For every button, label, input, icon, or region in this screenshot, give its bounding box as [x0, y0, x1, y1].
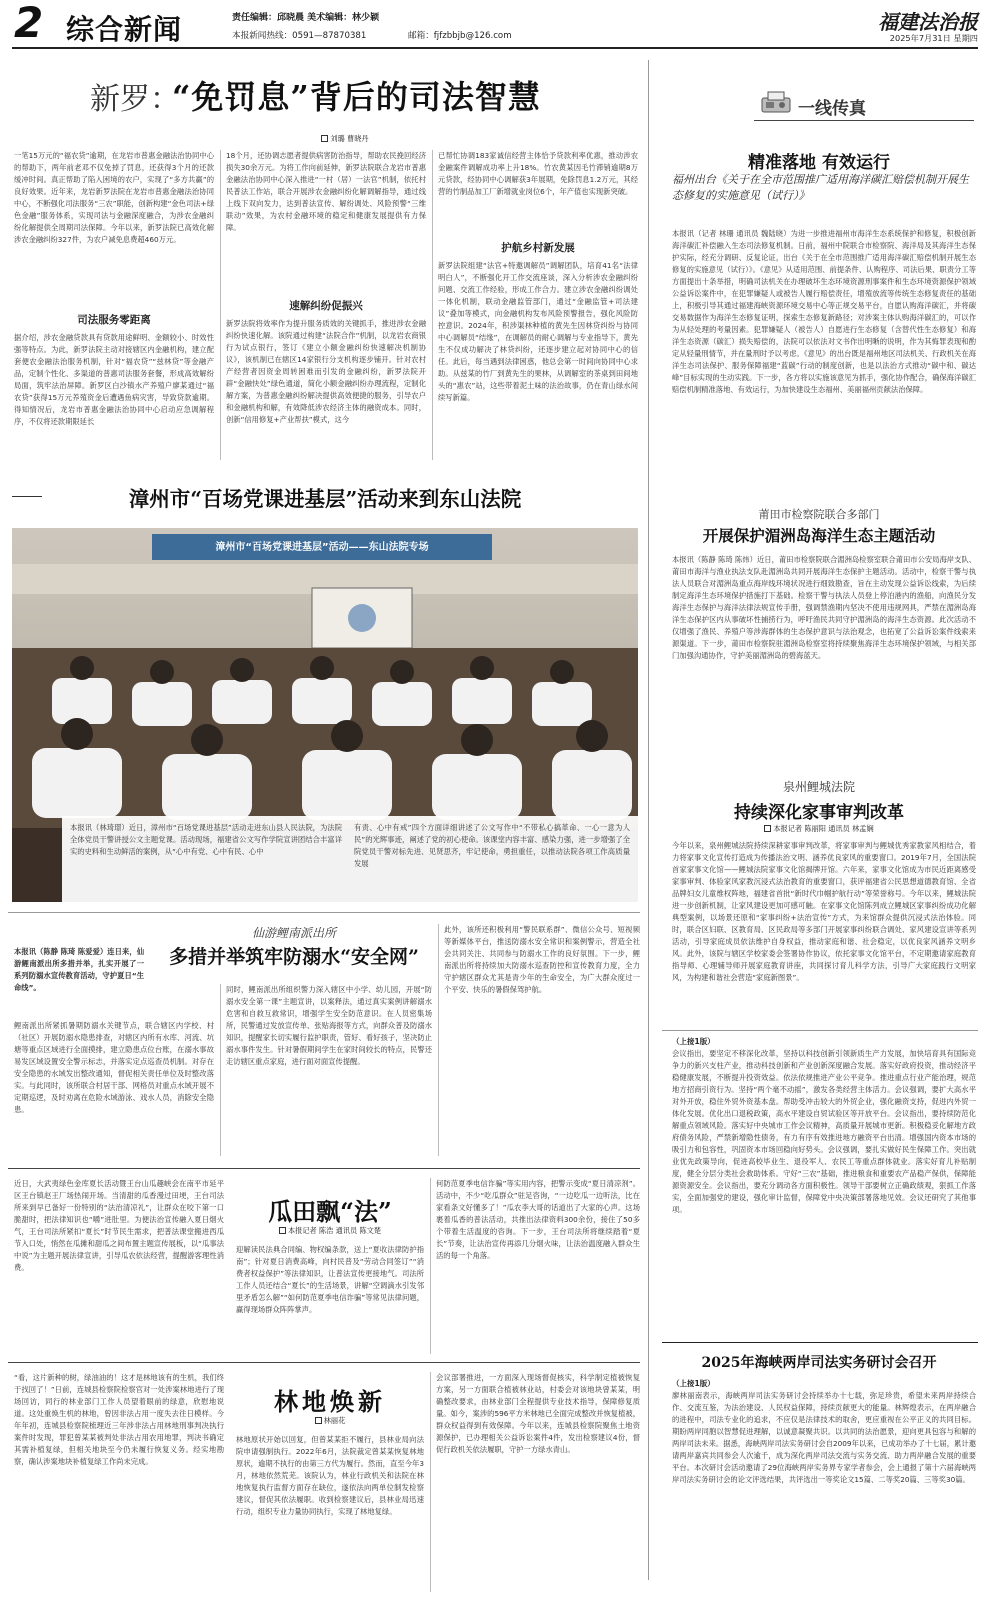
col2-part1: 18个月，还协调志愿者提供病害防治指导，帮助农民挽回经济损失30余万元。为将工作向前延伸，新罗法院联合龙岩市普惠金融法治协同中心深入推进“一村（居）一法官”机制，依托村民普法工作站，联合开展涉农金融纠纷化解调解指导，通过线上线下双向发力，达到普法宣传、解纷调处、风险预警“三维联动”效果，为农村金融环境的稳定和健康发展提供有力保障。 — [226, 151, 426, 232]
col1-part2: 据介绍，涉农金融贷款具有贷款用途鲜明、金额较小、时效性强等特点。为此，新罗法院主动对接辖区内金融机构，建立配套便农金融法治服务机制，针对“福农贷”“兹林贷”等金融产品，定制个性化、多渠道的普惠司法服务套餐，形成高效解纷局面，筑牢法治屏障。新罗区白沙镇水产养殖户廖某通过“福农贷”获得15万元养殖资金后遭遇鱼病灾害，导致贷款逾期。得知情况后，龙岩市普惠金融法治协同中心启动应急调解程序，不仅将还款期限延长 — [14, 333, 214, 426]
article-headline: 开展保护湄洲岛海洋生态主题活动 — [702, 526, 936, 545]
article-byline: 本报记者 陈丽阳 通讯员 林孟娴 — [654, 824, 984, 834]
photo-story-headline: 漳州市“百场党课进基层”活动来到东山法院 — [128, 487, 522, 511]
forest-headline: 林地焕新 — [274, 1387, 386, 1416]
headline-place: 新罗： — [90, 82, 180, 117]
hotline: 本报新闻热线：0591—87870381 — [232, 31, 367, 41]
article-body: 本报讯（记者 林珊 通讯员 魏陆晓）为进一步推进福州市海洋生态系统保护和修复，积极创新海洋碳汇补偿融入生态司法修复机制。日前，福州中院联合市检察院、海洋局及其海洋生态保护实际，经充分调研、反复论证，出台《关于在全市范围推广适用海洋碳汇赔偿机制开展生态修复的实施意见（试行）》。《意见》从适用范围、前提条件、认购程序、司法后果、职责分工等方面提出十条举措，明确司法机关在办理破坏生态环境资源刑事案件和生态环境资源保护领域公益诉讼案件中，在犯罪嫌疑人或被告人履行赔偿责任，增殖放流等传统生态修复责任的基础上，积极引导其通过福建海峡资源环境交易中心等正规交易平台，自愿认购海洋碳汇，并将碳交易数据作为海洋生态修复证明，探索生态修复新路径；对涉案主体认购海洋碳汇的，可以作为从轻处理的考量因素。犯罪嫌疑人（被告人）自愿进行生态修复（含替代性生态修复）和海洋生态资源（碳汇）损失赔偿的，法院可以依法对文书作出明晰的说明，作为其悔罪表现和酌定从轻量刑情节，并在量刑时予以考虑。《意见》的出台既是福州地区司法机关、行政机关在海洋生态司法保护、服务保障福建“蓝碳”行动的制度创新，也是以法治方式推动“碳中和、碳达峰”目标实现的生动实践。下一步，各方将以实施该意见为抓手，强化协作配合，确保海洋碳汇赔偿机制精准落地、有效运行，为加快建设生态福州、美丽福州贡献法治保障。 — [672, 229, 976, 394]
drown-col3: 此外，该所还积极利用“警民联系群”、微信公众号、短视频等新媒体平台，推送防溺水安全常识和案例警示，营造全社会共同关注、共同参与防溺水工作的良好氛围。下一步，鲤南派出所将持续加大防溺水巡查防控和宣传教育力度，全力守护辖区群众尤其是青少年的生命安全，为广大群众度过一个平安、快乐的暑假保驾护航。 — [444, 925, 640, 994]
strait-rule — [662, 1342, 978, 1343]
article-body: 本报讯（陈静 陈琦 陈炜）近日，莆田市检察院联合湄洲岛检察室联合莆田市公安局海岸支队、莆田市海洋与渔业执法支队赴湄洲岛共同开展海洋生态保护主题活动。活动中，检察干警与执法人员联合对湄洲岛重点海岸线环境状况进行细致勘查，旨在主动发现公益诉讼线索，为后续制定海洋生态环境保护措施打下基础。检察干警与执法人员登上停泊港内的渔船，向渔民分发海洋生态保护与海洋法律法规宣传手册，强调禁渔期内坚决不使用违规网具，严禁在湄洲岛海洋生态保护区内从事破坏性捕捞行为，呼吁渔民共同守护湄洲岛的海洋生态资源。此次活动不仅增强了渔民、养殖户等涉海群体的生态保护意识与法治观念，也拓宽了公益诉讼案件线索来源渠道。下一步，莆田市检察院驻湄洲岛检察室将持续聚焦海洋生态环境保护领域，与相关部门加强沟通协作，守护美丽湄洲岛的碧海蓝天。 — [672, 555, 976, 660]
article-kicker: 莆田市检察院联合多部门 — [758, 508, 880, 521]
col-divider — [438, 924, 439, 1156]
forest-byline: 林丽花 — [230, 1416, 430, 1426]
col1-part1: 一笔15万元的“福农贷”逾期，在龙岩市普惠金融法治协同中心的帮助下，两年前老邓不仅免掉了罚息，还获得3个月的还款缓冲时间。真正帮助了陷入困境的农户，实现了“多方共赢”的良好效果。近年来，龙岩新罗法院在龙岩市普惠金融法治协同中心，不断强化司法服务“三农”职能，创新构建“金色司法+绿色金融”服务体系，实现司法与金融深度融合，为涉农金融纠纷化解提供全周期司法保障。今年以来，新罗法院已高效化解涉农金融纠纷327件，为农户减免息费超460万元。 — [14, 151, 214, 244]
editors-line: 责任编辑：邱晓晨 美术编辑：林少颖 — [232, 13, 380, 23]
drown-col2: 同时，鲤南派出所组织警力深入辖区中小学、幼儿园，开展“防溺水安全第一课”主题宣讲，以案释法，通过真实案例讲解溺水危害和自救互救常识，增强学生安全防范意识。在人员密集场所，民警通过发放宣传单、张贴海报等方式，向群众普及防溺水知识，提醒家长切实履行监护职责，管好、看好孩子，坚决防止溺水事件发生。针对暑假期间学生在家时间较长的特点，民警还走访辖区重点家庭，进行面对面宣传提醒。 — [226, 985, 432, 1066]
headline: “免罚息”背后的司法智慧 — [172, 78, 541, 116]
melon-col1: 近日，大武夷绿色金库夏长活动暨王台山瓜趣峡会在南平市延平区王台镇赵王厂场热闹开场。当清甜的瓜香漫过田埂，王台司法所来到早已备好一份特别的“法治清凉礼”，让群众在咬下第一口脆甜时，把法律知识也“嚼”进肚里。为便法治宣传融入夏日烟火气，王台司法所紧扣“夏长”时节民生需求，把普法课堂搬进西瓜节入口处，悄然在瓜摊和甜瓜之间布置主题宣传展板，以“瓜事法中说”为主题开展法律宣讲，引导瓜农依法经营，提醒游客理性消费。 — [14, 1179, 224, 1272]
col-divider — [430, 1178, 431, 1354]
subheading-1: 司法服务零距离 — [77, 314, 151, 326]
melon-headline: 瓜田飘“法” — [268, 1197, 392, 1226]
story-drowning — [0, 912, 648, 1162]
article-kicker: 泉州鲤城法院 — [782, 780, 855, 794]
story-rule — [8, 912, 640, 913]
byline-box-icon — [321, 135, 328, 142]
col-divider — [220, 984, 221, 1156]
masthead-rule — [12, 47, 978, 49]
byline-box-icon — [279, 1227, 286, 1234]
issue-date: 2025年7月31日 星期四 — [889, 33, 978, 43]
col3-part2: 新罗法院组建“法官+特邀调解员”调解团队，培育41名“法律明白人”，不断强化开工作交流座谈，深入分析涉农金融纠纷问题、交流工作经验，形成工作合力。建立涉农金融纠纷调处一体化机制，联动金融监管部门，通过“金融监管+司法建议”叠加等模式，向金融机构发布风险预警报告，强化风险防控意识。2024年，积涉渠林种植的黄先生因林贷纠纷与协同中心调解员“结缘”，在调解员的耐心调解与专业指导下，黄先生不仅成功解决了林贷纠纷，还逐步建立起对协同中心的信任。此后，每当遇到法律困惑，他总会第一时间向协同中心求助。从兹某的竹厂到黄先生的果林，从调解室的茶桌到田间地头的“惠农”站，这些带着泥土味的法治故事，仍在青山绿水间续写新篇。 — [438, 261, 638, 402]
forest-col3: 会议部署推进，一方面深入现场督促核实，科学制定植被恢复方案，另一方面联合植被林业站，村委会对该地块曾某某，明确整改要求，由林业部门全程提供专业技术指导，保障修复质量。如今，案涉的596平方米林地已全面完成整改并恢复植被，群众权益得到有效保障。今年以来，连城县检察院聚焦土地资源保护，已办理相关公益诉讼案件4件，发出检察建议4份，督促行政机关依法履职，守护一方绿水青山。 — [436, 1373, 640, 1454]
col2-part2: 新罗法院将效率作为提升服务质效的关键抓手，推进涉农金融纠纷快速化解。该院通过构建“法院合作”机制，以龙岩农商银行为试点银行，签订《建立小额金融纠纷快速解决机制协议》，该机制已在辖区14家银行分支机构逐步铺开。针对农村产经营者因资金周转困难而引发的金融纠纷，新罗法院开辟“金融快处”绿色通道，简化小额金融纠纷办理流程，定制化解方案，为普惠金融纠纷解决提供高效便捷的服务，引导农户和金融机构和解，有效降低涉农经济主体的融资成本。同时，创新“信用修复+产业帮扶”模式，这今 — [226, 319, 426, 424]
forest-col2: 林地原状开始以回复，但曾某某拒不履行，县林业局向法院申请强制执行。2022年6月，法院裁定曾某某恢复林地原状，逾期不执行的由第三方代为履行。然而，直至今年3月，林地依然荒芜。该院认为，林业行政机关和法院在林地恢复执行监督方面存在缺位，遂依法向两单位制发检察建议，督促其依法履职。收到检察建议后，县林业局迅速行动，组织专业力量协同执行，实现了林地复绿。 — [236, 1435, 424, 1516]
caption-right: 有责、心中有戒”四个方面详细讲述了公文写作中“不带私心搞革命、一心一意为人民”的光辉事迹，阐述了党的初心使命。该课堂内容丰富、感染力强，进一步增强了全院党员干警对标先进、见贤思齐，牢记使命，勇担重任，以推动法院各项工作高质量发展 — [354, 823, 630, 868]
masthead — [0, 0, 1000, 50]
article-body: 今年以来，泉州鲤城法院持续深耕家事审判改革，将家事审判与鲤城优秀家教家风相结合，着力将家事文化宣传打造成为传播法治文明、涵养优良家风的重要窗口。2019年7月，全国法院首家家事文化馆——鲤城法院家事文化馆揭牌开馆。六年来，家事文化馆成为市民近距离感受家事审判、体验家风家教沉浸式法治教育的重要窗口，获评福建省公民思想道德教育馆、全省品牌妇女儿童维权阵地，福建省首批“新时代巾帼护航行动”等荣誉称号。今年以来，鲤城法院进一步创新机制，让家风建设更加可感可触。在家事文化馆陈列成立鲤城区家事纠纷成功化解典型案例，以场景还原和“家事纠纷+法治宣传”方式，为来馆群众提供沉浸式法治体验。同时，联合区妇联、区教育局、区民政局等多部门开展家事纠纷联合调处、家风建设宣讲等系列活动，引导家庭成员依法维护自身权益，推动家庭和谐、社会稳定，以优良家风涵养文明乡风。此外，该院与辖区学校家委会签署协作协议，依托家事文化馆平台，不定期邀请家庭教育指导师、心理辅导师开展家庭教育讲座，共同探讨育儿科学方法，引导广大家庭践行文明家风，为构建和谐社会营造“家庭新图景”。 — [672, 841, 976, 982]
caption-left: 本报讯（林琦璟）近日，漳州市“百场党课进基层”活动走进东山县人民法院，为法院全体党员干警讲授公文主题党课。活动现场，福建省公文写作学院宣讲团结合丰富详实的史料和生动鲜活的案例，从“心中有党、心中有民、心中 — [70, 823, 342, 856]
melon-col3: 何防范夏季电信诈骗”等实用内容，把警示变成“夏日清凉剂”。活动中，不少“吃瓜群众”驻足咨询，“一边吃瓜一边听法，比在家看条文好懂多了！”瓜农李大哥的话道出了大家的心声。这场裹着瓜香的普法活动，共推出法律资料300余份，接住了50多个带着生活温度的咨询。下一步，王台司法所将继续踏着“夏长”节奏，让法治宣传再添几分烟火味，让法治温度融入群众生活的每一个角落。 — [436, 1179, 640, 1260]
story-forest — [0, 1362, 648, 1594]
article-headline: 精准落地 有效运行 — [748, 153, 890, 173]
col-divider — [430, 1372, 431, 1592]
strait-section — [654, 1342, 984, 1592]
fax-icon — [760, 90, 792, 114]
article-subhead: 福州出台《关于在全市范围推广适用海洋碳汇赔偿机制开展生态修复的实施意见（试行）》 — [672, 173, 969, 202]
paper-logo: 福建法治报 — [878, 10, 978, 34]
col-divider — [432, 150, 433, 460]
col3-part1: 已帮忙协调183家诚信经营主体恰予贷款利率优惠，推动涉农金融案件调解成功率上升18%。竹农黄某因毛竹滞销逾期8万元贷款，经协同中心调解获3年展期，免除罚息1.2万元，其经营的竹制品加工厂新增就业岗位6个，年产值也实现新突破。 — [438, 151, 638, 196]
article-headline: 持续深化家事审判改革 — [734, 803, 904, 823]
fax-icon-graphic — [760, 90, 792, 114]
col-divider — [220, 150, 221, 460]
email: 邮箱：fjfzbbjb@126.com — [408, 31, 512, 41]
brief-body: 会议指出，要坚定不移深化改革，坚持以科技创新引领新质生产力发展，加快培育具有国际竞争力的新兴支柱产业，推动科技创新和产业创新深度融合发展。落实好政府投资，推动经济平稳健康发展，不断提升投资效益。依法依规推进产业公平竞争。推进重点行业产能治理，规范地方招商引资行为。坚持“两个毫不动摇”，激发各类经营主体活力。会议强调，要扩大高水平对外开放，稳住外贸外资基本盘。帮助受冲击较大的外贸企业，强化融资支持，促进内外贸一体化发展。优化出口退税政策，高水平建设自贸试验区等开放平台。会议指出，要持续防范化解重点领域风险。落实好中央城市工作会议精神，高质量开展城市更新。积极稳妥化解地方政府债务风险，严禁新增隐性债务，有力有序有效推进地方融资平台出清。增强国内资本市场的吸引力和包容性，巩固资本市场回稳向好势头。会议强调，要扎实做好民生保障工作。突出就业优先政策导向，促进高校毕业生、退役军人、农民工等重点群体就业。落实好育儿补贴制度，健全分层分类社会救助体系。守好“三农”基础，推进粮食和重要农产品稳产保供，保障能源资源安全。会议指出，要充分调动各方面积极性。领导干部要树立正确政绩观，狠抓工作落实，全面加强党的建设，强化审计监督，保障党中央决策部署落地见效。会议还研究了其他事项。 — [672, 1049, 976, 1214]
drown-kicker: 仙游鲤南派出所 — [251, 926, 336, 940]
photo-caption-box — [62, 816, 638, 902]
strait-body: 廖林丽南表示，海峡两岸司法实务研讨会持续举办十七载，弥足珍贵，希望未来两岸持续合作、交流互鉴，为法治建设、人民权益保障，持续贡献更大的能量。林辉煌表示，在两岸融合的进程中，司法专业化的追求，不应仅是法律技术的取舍，更应重视在公平正义的共同目标。期盼两岸同胞以智慧促进理解，以诚意凝聚共识。以共同的法治愿景，迎向更具包容与和解的两岸司法未来。据悉，海峡两岸司法实务研讨会自2009年以来，已成功举办了十七届，累计邀请两岸嘉宾共同参会人次逾千，成为深化两岸司法交流与实务交流、助力两岸融合发展的重要平台。本次研讨会活动邀请了29位海峡两岸实务界专家学者参会，会上通报了第十六届海峡两岸司法实务研讨会的论文评选结果，共评选出一等奖论文15篇、二等奖20篇、三等奖30篇。 — [672, 1391, 976, 1484]
strait-label: （上接1版） — [672, 1379, 715, 1388]
right-column-divider — [648, 60, 649, 1580]
forest-col1: “看，这片新种的树，绿油油的！这才是林地该有的生机，我们终于找回了！”日前，连城县检察院检察官对一处涉案林地进行了现场回访，同行的林业部门工作人员望着眼前的绿意，欣慰地说道。这处重焕生机的林地，曾因非法占用一度失去往日模样。今年年初，连城县检察院梳理近三年涉非法占用林地刑事判决执行案件时发现，罪犯曾某某被判处非法占用农用地罪，判决书确定其需补植复绿，但相关地块至今仍未履行恢复义务。经实地勘察，确认涉案地块补植复绿工作尚未完成。 — [14, 1373, 224, 1466]
yixian-section — [654, 56, 984, 1136]
section-title: 综合新闻 — [66, 13, 183, 46]
brief-section — [654, 1036, 984, 1336]
drown-headline: 多措并举筑牢防溺水“安全网” — [169, 946, 419, 968]
melon-col2: 迎解读民法典合同编、物权编条款，送上“夏收法律防护指南”；针对夏日消费高峰，向村民普及“劳动合同签订”“消费者权益保护”等法律知识，让普法宣传更接地气。司法所工作人员还结合“夏长”的生活场景，讲解“空调滴水引发邻里矛盾怎么解”“如何防范夏季电信诈骗”等常见法律问题，赢得现场群众阵阵掌声。 — [236, 1245, 424, 1314]
section-label: 一线传真 — [798, 99, 866, 119]
story-melon — [0, 1168, 648, 1358]
brief-label: （上接1版） — [672, 1037, 715, 1046]
photo-story — [8, 476, 642, 906]
strait-headline: 2025年海峡两岸司法实务研讨会召开 — [701, 1355, 937, 1371]
byline: 刘璐 曹晓丹 — [295, 134, 395, 144]
page-number: 2 — [14, 0, 44, 47]
event-banner-text: 漳州市“百场党课进基层”活动——东山法院专场 — [215, 542, 429, 553]
byline-box-icon — [315, 1417, 322, 1424]
story-xinluo — [0, 52, 745, 468]
story-rule — [8, 1362, 640, 1363]
byline-box-icon — [764, 825, 771, 832]
section-rule — [754, 120, 974, 121]
drown-col1: 鲤南派出所紧抓暑期防溺水关键节点，联合辖区内学校、村（社区）开展防溺水隐患排查，对辖区内所有水库、河流、坑塘等重点区域进行全面摸排，建立隐患点位台账，在溺水事故易发区域设置安全警示标志，并落实定点巡查员机制。对存在安全隐患的水域发出整改通知，督促相关责任单位及时整改落实。与此同时，该所联合村居干部、网格员对重点水域开展不定期巡逻，及时劝离在危险水域游泳、戏水人员，消除安全隐患。 — [14, 1021, 214, 1114]
brief-rule — [662, 1030, 978, 1031]
story-rule — [8, 1168, 640, 1169]
melon-byline: 本报记者 陈浩 通讯员 陈文楚 — [230, 1226, 430, 1236]
subheading-3: 护航乡村新发展 — [501, 242, 575, 254]
drown-lead: 本报讯（陈静 陈琦 陈爱爱）连日来，仙游鲤南派出所多措并举，扎实开展了一系列防溺水宣传教育活动，守护夏日“生命线”。 — [14, 947, 144, 992]
subheading-2: 速解纠纷促振兴 — [289, 300, 363, 312]
